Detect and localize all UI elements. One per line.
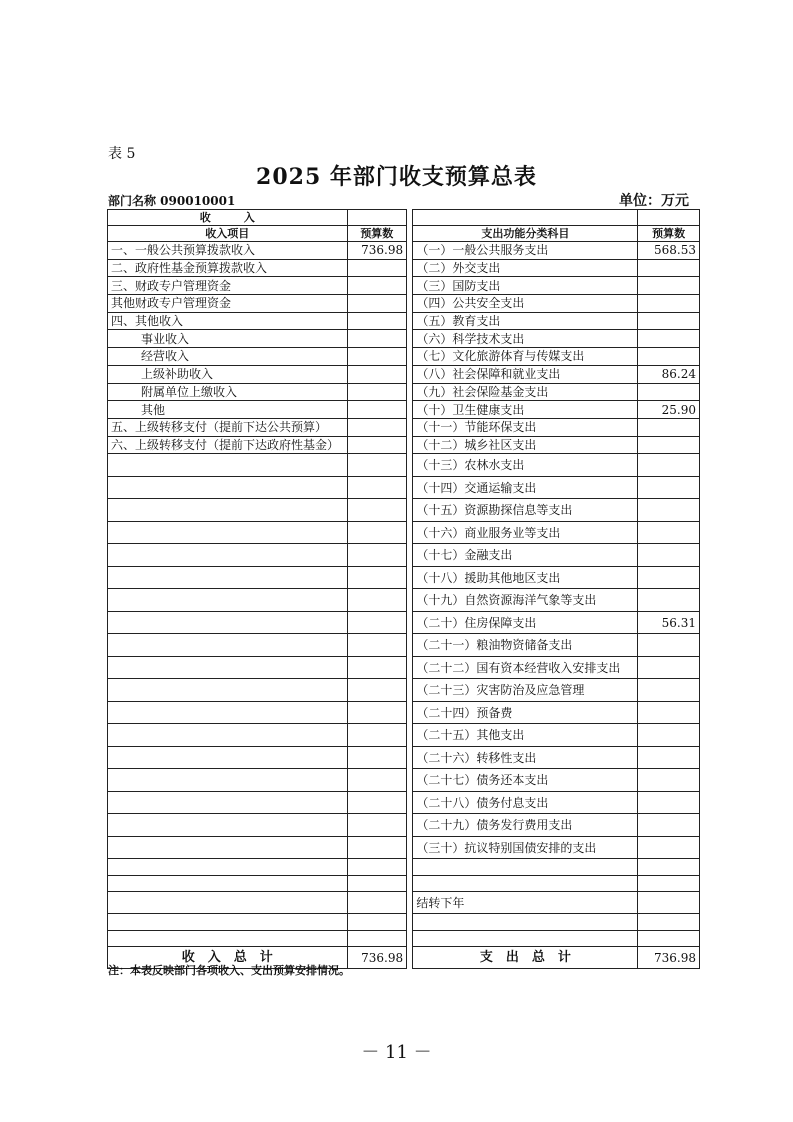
income-item-cell: 其他财政专户管理资金 (108, 295, 348, 313)
expense-item-cell: （二十六）转移性支出 (413, 746, 638, 769)
expense-item-cell: （三）国防支出 (413, 277, 638, 295)
income-amount-header: 预算数 (347, 226, 407, 242)
table-row (108, 365, 700, 383)
income-item-cell (108, 836, 348, 859)
expense-item-cell: 结转下年 (413, 892, 638, 914)
table-row (108, 476, 700, 499)
expense-amount-cell (638, 634, 700, 657)
expense-item-cell: （九）社会保险基金支出 (413, 383, 638, 401)
expense-amount-cell (638, 259, 700, 277)
expense-item-cell: （二）外交支出 (413, 259, 638, 277)
expense-amount-cell (638, 566, 700, 589)
expense-amount-cell (638, 295, 700, 313)
income-total-label: 收 入 总 计 (108, 947, 348, 969)
expense-item-cell: （二十八）债务付息支出 (413, 791, 638, 814)
income-amount-cell (347, 383, 407, 401)
header-row-1 (108, 210, 700, 226)
expense-amount-cell (638, 277, 700, 295)
expense-item-cell: （十一）节能环保支出 (413, 418, 638, 436)
expense-total-label: 支 出 总 计 (413, 947, 638, 969)
income-amount-cell (347, 701, 407, 724)
expense-amount-cell (638, 330, 700, 348)
expense-amount-cell (638, 656, 700, 679)
expense-amount-cell (638, 499, 700, 522)
income-item-cell (108, 476, 348, 499)
department-label: 部门名称 090010001 (108, 194, 236, 208)
income-item-cell (108, 892, 348, 914)
income-amount-cell (347, 454, 407, 477)
income-amount-cell (347, 544, 407, 567)
expense-item-cell: （二十二）国有资本经营收入安排支出 (413, 656, 638, 679)
income-item-header: 收入项目 (108, 226, 348, 242)
table-row (108, 436, 700, 454)
income-amount-cell (347, 566, 407, 589)
expense-amount-cell: 568.53 (638, 242, 700, 260)
income-item-cell (108, 566, 348, 589)
income-group-header: 收 入 (108, 210, 348, 226)
expense-item-cell: （六）科学技术支出 (413, 330, 638, 348)
table-row (108, 277, 700, 295)
income-amount-cell (347, 746, 407, 769)
income-item-cell (108, 814, 348, 837)
income-amount-cell (347, 330, 407, 348)
income-total-amount: 736.98 (347, 947, 407, 969)
expense-amount-cell: 56.31 (638, 611, 700, 634)
income-amount-cell (347, 436, 407, 454)
income-amount-cell (347, 634, 407, 657)
income-amount-cell (347, 914, 407, 931)
expense-item-cell: （十三）农林水支出 (413, 454, 638, 477)
income-amount-cell (347, 499, 407, 522)
income-amount-cell (347, 679, 407, 702)
expense-amount-cell (638, 679, 700, 702)
expense-amount-cell (638, 724, 700, 747)
income-amount-cell (347, 295, 407, 313)
table-row (108, 679, 700, 702)
expense-item-cell: （二十四）预备费 (413, 701, 638, 724)
income-item-cell: 上级补助收入 (108, 365, 348, 383)
income-item-cell (108, 746, 348, 769)
table-row (108, 836, 700, 859)
income-item-cell (108, 791, 348, 814)
header-empty-cell (347, 210, 407, 226)
income-item-cell (108, 611, 348, 634)
expense-item-cell: （四）公共安全支出 (413, 295, 638, 313)
table-row (108, 383, 700, 401)
table-row (108, 859, 700, 876)
income-item-cell (108, 634, 348, 657)
income-amount-cell (347, 277, 407, 295)
table-row (108, 634, 700, 657)
table-row (108, 330, 700, 348)
income-item-cell: 附属单位上缴收入 (108, 383, 348, 401)
income-amount-cell (347, 875, 407, 892)
page-title: 2025 年部门收支预算总表 (256, 164, 537, 190)
income-amount-cell (347, 892, 407, 914)
income-item-cell: 一、一般公共预算拨款收入 (108, 242, 348, 260)
income-amount-cell (347, 418, 407, 436)
income-amount-cell (347, 930, 407, 947)
expense-item-cell (413, 914, 638, 931)
expense-item-cell (413, 859, 638, 876)
income-item-cell (108, 544, 348, 567)
table-row (108, 544, 700, 567)
expense-item-cell: （十八）援助其他地区支出 (413, 566, 638, 589)
income-amount-cell (347, 521, 407, 544)
income-amount-cell (347, 365, 407, 383)
expense-amount-cell (638, 875, 700, 892)
expense-amount-cell (638, 892, 700, 914)
header-empty-cell (413, 210, 638, 226)
expense-item-cell: （十）卫生健康支出 (413, 401, 638, 419)
expense-item-cell: （二十三）灾害防治及应急管理 (413, 679, 638, 702)
income-item-cell (108, 589, 348, 612)
expense-item-cell: （七）文化旅游体育与传媒支出 (413, 348, 638, 366)
page-number: － 11 － (361, 1042, 432, 1063)
expense-item-cell: （一）一般公共服务支出 (413, 242, 638, 260)
expense-amount-cell (638, 589, 700, 612)
expense-item-cell: （三十）抗议特别国债安排的支出 (413, 836, 638, 859)
table-row (108, 814, 700, 837)
table-row (108, 499, 700, 522)
table-row (108, 701, 700, 724)
table-row (108, 295, 700, 313)
income-item-cell: 四、其他收入 (108, 312, 348, 330)
expense-amount-cell (638, 476, 700, 499)
table-row (108, 242, 700, 260)
income-amount-cell (347, 589, 407, 612)
table-row (108, 930, 700, 947)
expense-amount-cell (638, 769, 700, 792)
expense-item-header: 支出功能分类科目 (413, 226, 638, 242)
expense-amount-cell (638, 454, 700, 477)
income-item-cell (108, 454, 348, 477)
income-amount-cell (347, 401, 407, 419)
income-item-cell (108, 724, 348, 747)
expense-item-cell: （八）社会保障和就业支出 (413, 365, 638, 383)
income-item-cell (108, 875, 348, 892)
table-row (108, 892, 700, 914)
header-empty-cell (638, 210, 700, 226)
expense-amount-cell (638, 859, 700, 876)
expense-item-cell: （二十七）债务还本支出 (413, 769, 638, 792)
expense-item-cell (413, 875, 638, 892)
income-item-cell: 事业收入 (108, 330, 348, 348)
income-item-cell (108, 769, 348, 792)
footnote: 注：本表反映部门各项收入、支出预算安排情况。 (108, 964, 350, 977)
income-item-cell (108, 499, 348, 522)
expense-amount-cell (638, 521, 700, 544)
income-item-cell: 六、上级转移支付（提前下达政府性基金） (108, 436, 348, 454)
expense-amount-cell: 86.24 (638, 365, 700, 383)
expense-item-cell: （十九）自然资源海洋气象等支出 (413, 589, 638, 612)
expense-amount-cell (638, 312, 700, 330)
budget-table (107, 209, 700, 969)
income-amount-cell (347, 348, 407, 366)
expense-amount-cell (638, 348, 700, 366)
expense-item-cell: （二十九）债务发行费用支出 (413, 814, 638, 837)
income-item-cell (108, 914, 348, 931)
income-item-cell (108, 930, 348, 947)
income-item-cell (108, 859, 348, 876)
table-row (108, 566, 700, 589)
expense-amount-cell (638, 701, 700, 724)
table-row (108, 259, 700, 277)
income-amount-cell (347, 724, 407, 747)
unit-label: 单位：万元 (619, 193, 689, 209)
table-row (108, 656, 700, 679)
header-row-2 (108, 226, 700, 242)
expense-item-cell: （二十五）其他支出 (413, 724, 638, 747)
income-item-cell (108, 521, 348, 544)
table-row (108, 401, 700, 419)
table-row (108, 348, 700, 366)
income-amount-cell: 736.98 (347, 242, 407, 260)
expense-amount-cell (638, 418, 700, 436)
income-amount-cell (347, 611, 407, 634)
income-item-cell: 经营收入 (108, 348, 348, 366)
table-row (108, 312, 700, 330)
expense-item-cell: （二十）住房保障支出 (413, 611, 638, 634)
table-row (108, 611, 700, 634)
table-row (108, 521, 700, 544)
income-amount-cell (347, 836, 407, 859)
expense-item-cell (413, 930, 638, 947)
income-item-cell: 其他 (108, 401, 348, 419)
income-item-cell: 五、上级转移支付（提前下达公共预算） (108, 418, 348, 436)
income-amount-cell (347, 859, 407, 876)
income-amount-cell (347, 259, 407, 277)
expense-item-cell: （十六）商业服务业等支出 (413, 521, 638, 544)
expense-item-cell: （十四）交通运输支出 (413, 476, 638, 499)
income-amount-cell (347, 656, 407, 679)
table-tag: 表 5 (108, 146, 136, 162)
income-item-cell (108, 656, 348, 679)
income-item-cell: 三、财政专户管理资金 (108, 277, 348, 295)
expense-amount-cell (638, 436, 700, 454)
expense-amount-cell (638, 746, 700, 769)
expense-item-cell: （二十一）粮油物资储备支出 (413, 634, 638, 657)
income-amount-cell (347, 791, 407, 814)
income-amount-cell (347, 476, 407, 499)
expense-amount-cell (638, 914, 700, 931)
table-row (108, 589, 700, 612)
expense-item-cell: （十七）金融支出 (413, 544, 638, 567)
income-item-cell: 二、政府性基金预算拨款收入 (108, 259, 348, 277)
table-row (108, 791, 700, 814)
expense-item-cell: （十二）城乡社区支出 (413, 436, 638, 454)
table-row (108, 875, 700, 892)
expense-item-cell: （五）教育支出 (413, 312, 638, 330)
table-row (108, 418, 700, 436)
expense-amount-cell (638, 791, 700, 814)
expense-amount-cell (638, 383, 700, 401)
expense-amount-cell (638, 814, 700, 837)
expense-amount-header: 预算数 (638, 226, 700, 242)
table-row (108, 724, 700, 747)
table-row (108, 454, 700, 477)
table-row (108, 746, 700, 769)
income-amount-cell (347, 814, 407, 837)
income-item-cell (108, 679, 348, 702)
expense-total-amount: 736.98 (638, 947, 700, 969)
expense-amount-cell: 25.90 (638, 401, 700, 419)
expense-item-cell: （十五）资源勘探信息等支出 (413, 499, 638, 522)
table-row (108, 769, 700, 792)
expense-amount-cell (638, 544, 700, 567)
income-amount-cell (347, 312, 407, 330)
income-item-cell (108, 701, 348, 724)
table-row (108, 914, 700, 931)
budget-table-body (108, 210, 700, 969)
expense-amount-cell (638, 930, 700, 947)
income-amount-cell (347, 769, 407, 792)
expense-amount-cell (638, 836, 700, 859)
